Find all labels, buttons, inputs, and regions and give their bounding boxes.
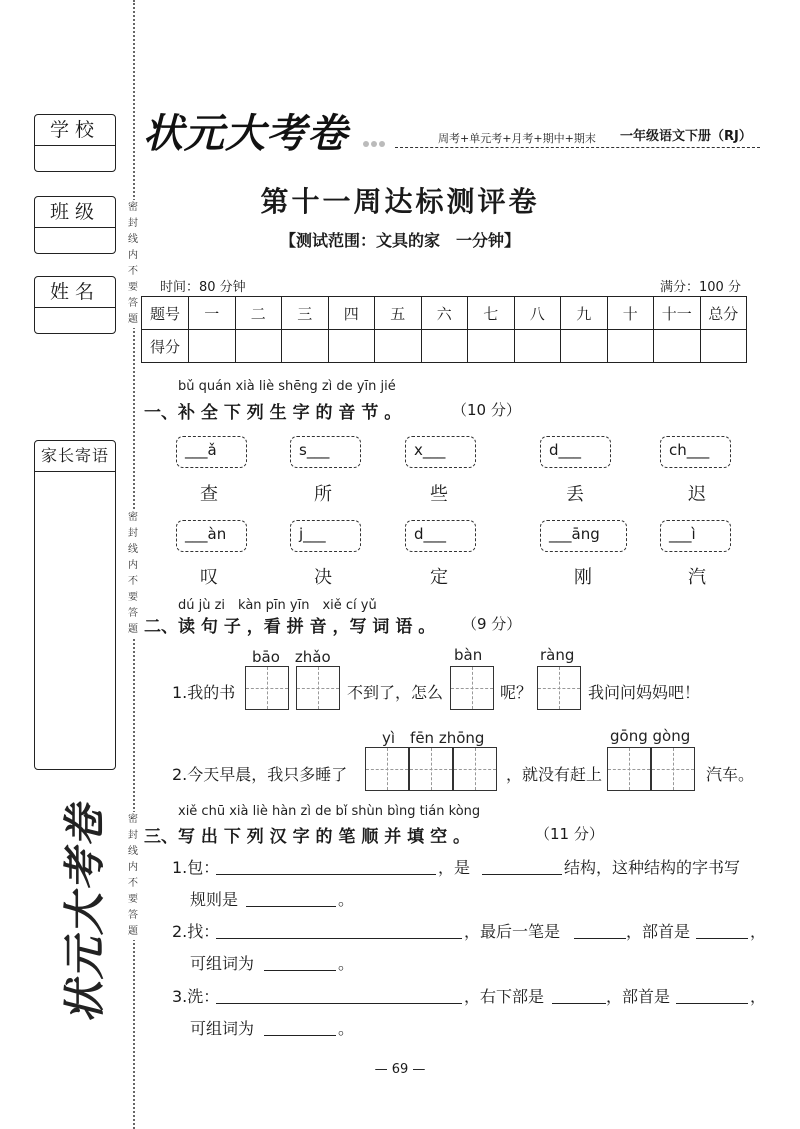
score-entry-cell[interactable] [189,330,236,363]
question-3-3-text3: ， [750,987,767,1006]
answer-blank[interactable] [696,920,748,939]
pinyin-box[interactable]: x___ [405,436,476,468]
tianzige-box[interactable] [607,747,651,791]
question-3-2-text3: ， [750,922,767,941]
section3-title: 三、写 出 下 列 汉 字 的 笔 顺 并 填 空 。 [144,827,471,847]
time-limit: 时间：80 分钟 [160,280,246,295]
score-table-cell: 九 [561,297,608,330]
question-3-2-text4: 可组词为 [190,954,255,973]
question-3-1-label: 1.包： [172,858,220,877]
question-3-2-text: ，最后一笔是 [464,922,561,941]
section2-score: （9 分） [462,615,522,633]
pinyin-box[interactable]: ___āng [540,520,627,552]
section1-pinyin: bǔ quán xià liè shēng zì de yīn jié [178,379,396,394]
tianzige-box[interactable] [409,747,453,791]
page-title: 第十一周达标测评卷 [260,185,540,218]
vertical-logo: 状元大考卷 [60,802,109,1023]
name-label: 姓名 [35,277,115,308]
answer-blank[interactable] [552,985,606,1004]
score-entry-cell[interactable] [328,330,375,363]
score-entry-cell[interactable] [700,330,747,363]
answer-blank[interactable] [216,985,462,1004]
header-rule [395,147,760,148]
pinyin-box[interactable]: ___ǎ [176,436,247,468]
question-3-3-label: 3.洗： [172,987,220,1006]
question-2-2-mid: ，就没有赶上 [506,765,603,784]
school-label: 学校 [35,115,115,146]
hanzi-char: 所 [314,484,332,505]
answer-blank[interactable] [246,888,336,907]
score-entry-cell[interactable] [654,330,701,363]
answer-blank[interactable] [264,952,336,971]
score-entry-cell[interactable] [375,330,422,363]
score-table-cell: 四 [328,297,375,330]
score-row-label: 得分 [142,330,189,363]
answer-blank[interactable] [574,920,626,939]
school-box [34,114,116,172]
page-number: — 69 — [374,1062,426,1077]
hanzi-char: 定 [430,567,448,588]
pinyin-box[interactable]: j___ [290,520,361,552]
full-score: 满分：100 分 [660,280,741,295]
seal-text-1: 密 封 线 内 不 要 答 题 [126,200,140,328]
class-label: 班级 [35,197,115,228]
score-table-cell: 六 [421,297,468,330]
hanzi-char: 查 [200,484,218,505]
answer-blank[interactable] [216,856,436,875]
score-table-cell: 总分 [700,297,747,330]
header-subtitle: 周考+单元考+月考+期中+期末 [438,132,596,145]
section1-score: （10 分） [452,401,521,419]
question-3-1-text3: 规则是 [190,890,239,909]
question-2-1-mid: 不到了，怎么 [347,683,444,702]
hanzi-char: 决 [314,567,332,588]
score-table-cell: 八 [514,297,561,330]
score-entry-cell[interactable] [468,330,515,363]
brand-logo: 状元大考卷 [143,102,393,156]
tianzige-box[interactable] [453,747,497,791]
pinyin-box[interactable]: d___ [540,436,611,468]
question-2-2-start: 2.今天早晨，我只多睡了 [172,765,348,784]
question-3-3-text2: ，部首是 [606,987,671,1006]
question-2-1-pinyin-b: bàn [454,646,483,664]
answer-blank[interactable] [216,920,462,939]
tianzige-box[interactable] [450,666,494,710]
pinyin-box[interactable]: d___ [405,520,476,552]
tianzige-box[interactable] [245,666,289,710]
parent-message-label: 家长寄语 [35,441,115,472]
tianzige-box[interactable] [651,747,695,791]
score-entry-cell[interactable] [235,330,282,363]
hanzi-char: 叹 [200,567,218,588]
question-3-3-end: 。 [338,1019,355,1038]
answer-blank[interactable] [264,1017,336,1036]
question-2-1-end: 我问问妈妈吧！ [588,683,701,702]
section3-score: （11 分） [535,825,604,843]
answer-blank[interactable] [676,985,748,1004]
question-3-2-end: 。 [338,954,355,973]
question-2-1-mid2: 呢？ [500,683,533,702]
dots-decoration-icon [363,132,393,146]
section1-title: 一、补 全 下 列 生 字 的 音 节 。 [144,403,402,423]
score-table-cell: 十 [607,297,654,330]
section2-title: 二、读 句 子 ，看 拼 音 ，写 词 语 。 [144,617,436,637]
question-2-1-pinyin-c: ràng [540,646,575,664]
score-table-cell: 七 [468,297,515,330]
seal-text-3: 密 封 线 内 不 要 答 题 [126,812,140,940]
hanzi-char: 汽 [688,567,706,588]
answer-blank[interactable] [482,856,562,875]
question-3-3-text4: 可组词为 [190,1019,255,1038]
score-table-cell: 十一 [654,297,701,330]
hanzi-char: 迟 [688,484,706,505]
score-entry-cell[interactable] [421,330,468,363]
score-entry-cell[interactable] [607,330,654,363]
question-2-2-pinyin-a: yì fēn zhōng [382,729,485,747]
score-entry-cell[interactable] [282,330,329,363]
tianzige-box[interactable] [537,666,581,710]
score-table-cell: 题号 [142,297,189,330]
pinyin-box[interactable]: s___ [290,436,361,468]
tianzige-box[interactable] [365,747,409,791]
question-3-1-end: 。 [338,890,355,909]
pinyin-box[interactable]: ch___ [660,436,731,468]
seal-text-2: 密 封 线 内 不 要 答 题 [126,510,140,638]
question-3-1-text2: 结构，这种结构的字书写 [564,858,741,877]
pinyin-box[interactable]: ___ì [660,520,731,552]
hanzi-char: 刚 [574,567,592,588]
question-2-1-start: 1.我的书 [172,683,236,702]
question-2-2-pinyin-b: gōng gòng [610,727,691,745]
test-range: 【测试范围：文具的家 一分钟】 [279,231,520,250]
header-grade: 一年级语文下册（RJ） [620,129,752,144]
score-table-cell: 一 [189,297,236,330]
parent-message-box [34,440,116,770]
question-3-1-text: ，是 [438,858,471,877]
question-2-1-pinyin-a: bāo zhǎo [252,648,331,666]
score-table-cell: 五 [375,297,422,330]
name-box [34,276,116,334]
score-table-header-row [142,297,747,330]
question-3-2-text2: ，部首是 [626,922,691,941]
score-table [141,296,747,363]
hanzi-char: 丢 [566,484,584,505]
score-entry-cell[interactable] [514,330,561,363]
score-table-score-row [142,330,747,363]
score-entry-cell[interactable] [561,330,608,363]
tianzige-box[interactable] [296,666,340,710]
score-table-cell: 三 [282,297,329,330]
section3-pinyin: xiě chū xià liè hàn zì de bǐ shùn bìng tián kòng [178,804,481,819]
question-3-2-label: 2.找： [172,922,220,941]
question-3-3-text: ，右下部是 [464,987,545,1006]
score-table-cell: 二 [235,297,282,330]
pinyin-box[interactable]: ___àn [176,520,247,552]
section2-pinyin: dú jù zi kàn pīn yīn xiě cí yǔ [178,598,377,613]
hanzi-char: 些 [430,484,448,505]
question-2-2-end: 汽车。 [706,765,755,784]
